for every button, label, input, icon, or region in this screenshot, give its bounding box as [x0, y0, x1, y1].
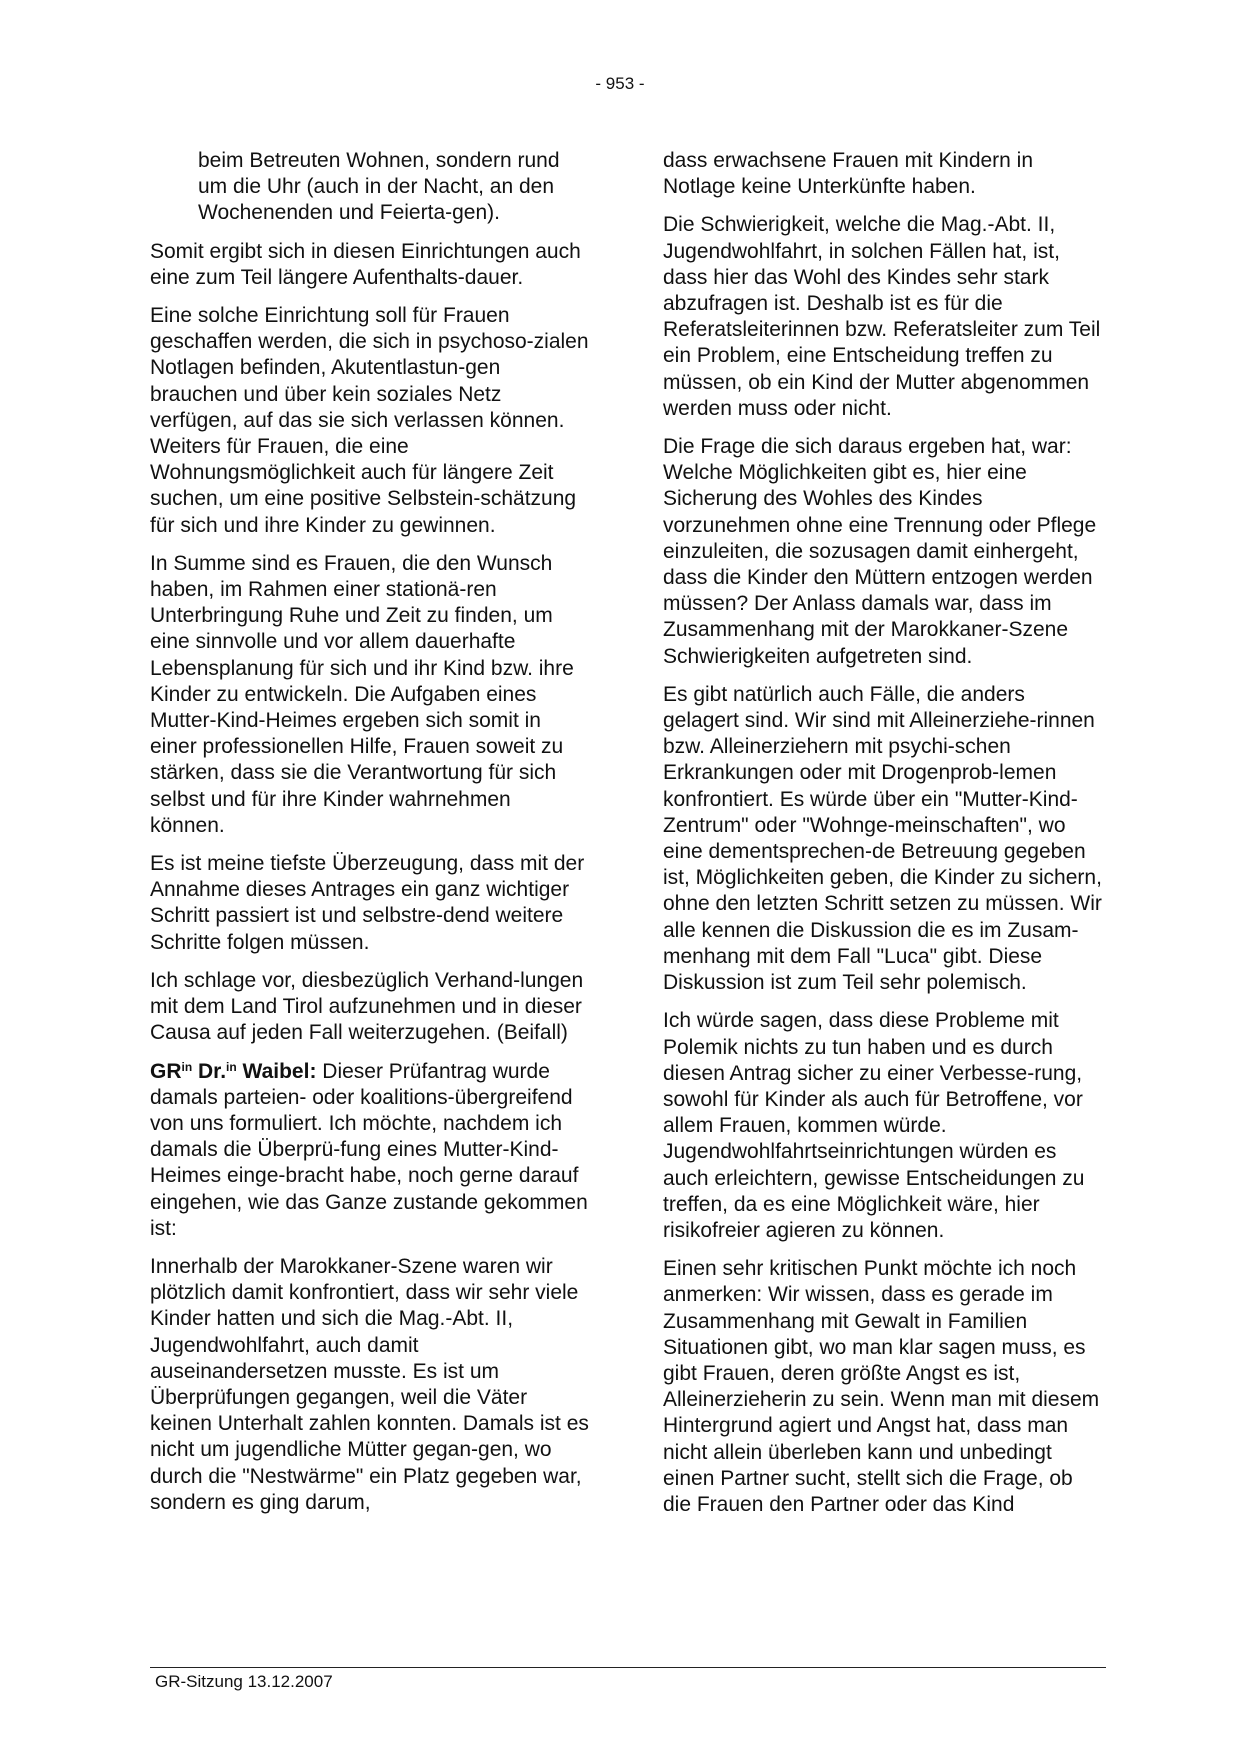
- paragraph: Eine solche Einrichtung soll für Frauen geschaffen werden, die sich in psychoso-zialen Notlagen befinden, Akutentlastun-gen brauchen und über kein soziales Netz verfügen, auf das sie sich verlassen können. Weiters für Frauen, die eine Wohnungsmöglichkeit auch für längere Zeit suchen, um eine positive Selbstein-schätzung für sich und ihre Kinder zu gewinnen.: [150, 304, 589, 537]
- paragraph: In Summe sind es Frauen, die den Wunsch haben, im Rahmen einer stationä-ren Unterbringung Ruhe und Zeit zu finden, um eine sinnvolle und vor allem dauerhafte Lebensplanung für sich und ihr Kind bzw. ihre Kinder zu entwickeln. Die Aufgaben eines Mutter-Kind-Heimes ergeben sich somit in einer professionellen Hilfe, Frauen soweit zu stärken, dass sie die Verantwortung für sich selbst und für ihre Kinder wahrnehmen können.: [150, 551, 574, 837]
- paragraph: Einen sehr kritischen Punkt möchte ich noch anmerken: Wir wissen, dass es gerade im Zusammenhang mit Gewalt in Familien Situationen gibt, wo man klar sagen muss, es gibt Frauen, deren größte Angst es ist, Alleinerzieherin zu sein. Wenn man mit diesem Hintergrund agiert und Angst hat, dass man nicht allein überleben kann und unbedingt einen Partner sucht, stellt sich die Frage, ob die Frauen den Partner oder das Kind: [663, 1257, 1100, 1516]
- paragraph: Es gibt natürlich auch Fälle, die anders gelagert sind. Wir sind mit Alleinerziehe-rinnen bzw. Alleinerziehern mit psychi-schen Erkrankungen oder mit Drogenprob-lemen konfrontiert. Es würde über ein "Mutter-Kind-Zentrum" oder "Wohnge-meinschaften", wo eine dementsprechen-de Betreuung gegeben ist, Möglichkeiten geben, die Kinder zu sichern, ohne den letzten Schritt setzen zu müssen. Wir alle kennen die Diskussion die es im Zusam-menhang mit dem Fall "Luca" gibt. Diese Diskussion ist zum Teil sehr polemisch.: [663, 682, 1102, 995]
- paragraph: Ich würde sagen, dass diese Probleme mit Polemik nichts zu tun haben und es durch diesen Antrag sicher zu einer Verbesse-rung, sowohl für Kinder als auch für Betroffene, vor allem Frauen, kommen würde. Jugendwohlfahrtseinrichtungen würden es auch erleichtern, gewisse Entscheidungen zu treffen, da es eine Möglichkeit wäre, hier risikofreier agieren zu können.: [663, 1009, 1085, 1242]
- paragraph: Somit ergibt sich in diesen Einrichtungen auch eine zum Teil längere Aufenthalts-dauer.: [150, 239, 581, 289]
- footer-divider: [150, 1667, 1106, 1668]
- speaker-paragraph: [150, 1059, 590, 1242]
- paragraph: Die Schwierigkeit, welche die Mag.-Abt. II, Jugendwohlfahrt, in solchen Fällen hat, ist, dass hier das Wohl des Kindes sehr stark abzufragen ist. Deshalb ist es für die Referatsleiterinnen bzw. Referatsleiter zum Teil ein Problem, eine Entscheidung treffen zu müssen, ob ein Kind der Mutter abgenommen werden muss oder nicht.: [663, 213, 1101, 420]
- paragraph: Ich schlage vor, diesbezüglich Verhand-lungen mit dem Land Tirol aufzunehmen und in dieser Causa auf jeden Fall weiterzugehen. (Beifall): [150, 968, 584, 1045]
- footer-session-date: GR-Sitzung 13.12.2007: [155, 1672, 333, 1691]
- paragraph: Es ist meine tiefste Überzeugung, dass mit der Annahme dieses Antrages ein ganz wichtiger Schritt passiert ist und selbstre-dend weitere Schritte folgen müssen.: [150, 852, 585, 954]
- paragraph: Innerhalb der Marokkaner-Szene waren wir plötzlich damit konfrontiert, dass wir sehr viele Kinder hatten und sich die Mag.-Abt. II, Jugendwohlfahrt, auch damit auseinandersetzen musste. Es ist um Überprüfungen gegangen, weil die Väter keinen Unterhalt zahlen konnten. Damals ist es nicht um jugendliche Mütter gegan-gen, wo durch die "Nestwärme" ein Platz gegeben war, sondern es ging darum,: [150, 1254, 589, 1514]
- paragraph: beim Betreuten Wohnen, sondern rund um die Uhr (auch in der Nacht, an den Wochenenden und Feierta-gen).: [198, 149, 560, 225]
- speaker-text: Dieser Prüfantrag wurde damals parteien- oder koalitions-übergreifend von uns formuliert. Ich möchte, nachdem ich damals die Überprü-fung eines Mutter-Kind-Heimes einge-bracht habe, noch gerne darauf eingehen, wie das Ganze zustande gekommen ist:: [150, 1059, 588, 1240]
- speaker-name: $GR^{in}$ Dr.$^{in}$ Waibel:: [150, 1059, 317, 1083]
- paragraph: dass erwachsene Frauen mit Kindern in Notlage keine Unterkünfte haben.: [663, 149, 1034, 199]
- right-column: [663, 148, 1103, 1530]
- paragraph: Die Frage die sich daraus ergeben hat, war: Welche Möglichkeiten gibt es, hier eine Sicherung des Wohles des Kindes vorzunehmen ohne eine Trennung oder Pflege einzuleiten, die sozusagen damit einhergeht, dass die Kinder den Müttern entzogen werden müssen? Der Anlass damals war, dass im Zusammenhang mit der Marokkaner-Szene Schwierigkeiten aufgetreten sind.: [663, 435, 1097, 668]
- left-column: [150, 148, 590, 1528]
- page-number: - 953 -: [595, 74, 645, 93]
